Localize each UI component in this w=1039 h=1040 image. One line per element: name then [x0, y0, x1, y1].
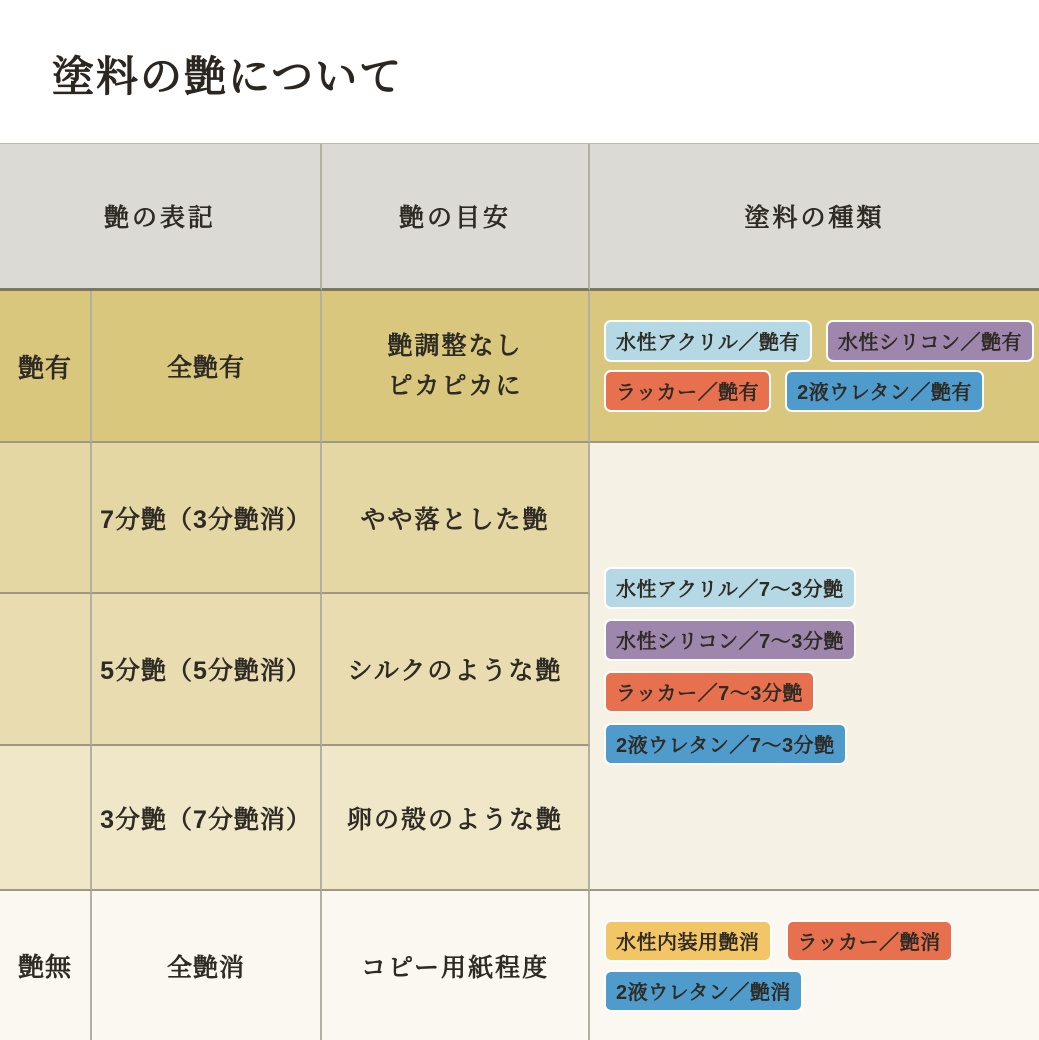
- header-gloss-guide: 艶の目安: [322, 144, 590, 291]
- header-paint-types: 塗料の種類: [590, 144, 1039, 291]
- row-gloss-notation: 全艶有: [92, 291, 322, 443]
- row-gloss5-label-empty: [0, 594, 92, 746]
- row-gloss-guide-line2: ピカピカに: [387, 372, 523, 400]
- badge-water-acrylic-gloss: 水性アクリル／艶有: [604, 320, 812, 362]
- row-matte-guide: コピー用紙程度: [322, 891, 590, 1040]
- page-title: 塗料の艶について: [52, 53, 404, 100]
- badge-line: [604, 970, 803, 1012]
- badge-water-silicone-gloss: 水性シリコン／艶有: [826, 320, 1034, 362]
- row-gloss-guide-line1: 艶調整なし: [387, 332, 523, 360]
- row-gloss7-notation: 7分艶（3分艶消）: [92, 443, 322, 594]
- badge-lacquer-semi: ラッカー／7〜3分艶: [604, 671, 815, 713]
- row-gloss7-label-empty: [0, 443, 92, 594]
- badge-water-silicone-semi: 水性シリコン／7〜3分艶: [604, 619, 856, 661]
- badge-water-interior-matte: 水性内装用艶消: [604, 920, 772, 962]
- row-gloss3-notation: 3分艶（7分艶消）: [92, 746, 322, 891]
- row-gloss-guide: [322, 291, 590, 443]
- semi-gloss-paint-types: [590, 443, 1039, 891]
- row-gloss-label: 艶有: [0, 291, 92, 443]
- row-matte-notation: 全艶消: [92, 891, 322, 1040]
- row-gloss3-guide: 卵の殻のような艶: [322, 746, 590, 891]
- row-gloss3-label-empty: [0, 746, 92, 891]
- badge-line: [604, 920, 953, 962]
- row-gloss-paint-types: [590, 291, 1039, 443]
- badge-line: [604, 370, 984, 412]
- row-gloss5-notation: 5分艶（5分艶消）: [92, 594, 322, 746]
- header-gloss-notation: 艶の表記: [0, 144, 322, 291]
- badge-urethane-semi: 2液ウレタン／7〜3分艶: [604, 723, 847, 765]
- row-gloss5-guide: シルクのような艶: [322, 594, 590, 746]
- badge-urethane-gloss: 2液ウレタン／艶有: [785, 370, 984, 412]
- badge-lacquer-gloss: ラッカー／艶有: [604, 370, 771, 412]
- badge-lacquer-matte: ラッカー／艶消: [786, 920, 953, 962]
- row-matte-paint-types: [590, 891, 1039, 1040]
- badge-urethane-matte: 2液ウレタン／艶消: [604, 970, 803, 1012]
- badge-water-acrylic-semi: 水性アクリル／7〜3分艶: [604, 567, 856, 609]
- row-gloss7-guide: やや落とした艶: [322, 443, 590, 594]
- badge-line: [604, 320, 1034, 362]
- row-matte-label: 艶無: [0, 891, 92, 1040]
- gloss-table: [0, 143, 1039, 1039]
